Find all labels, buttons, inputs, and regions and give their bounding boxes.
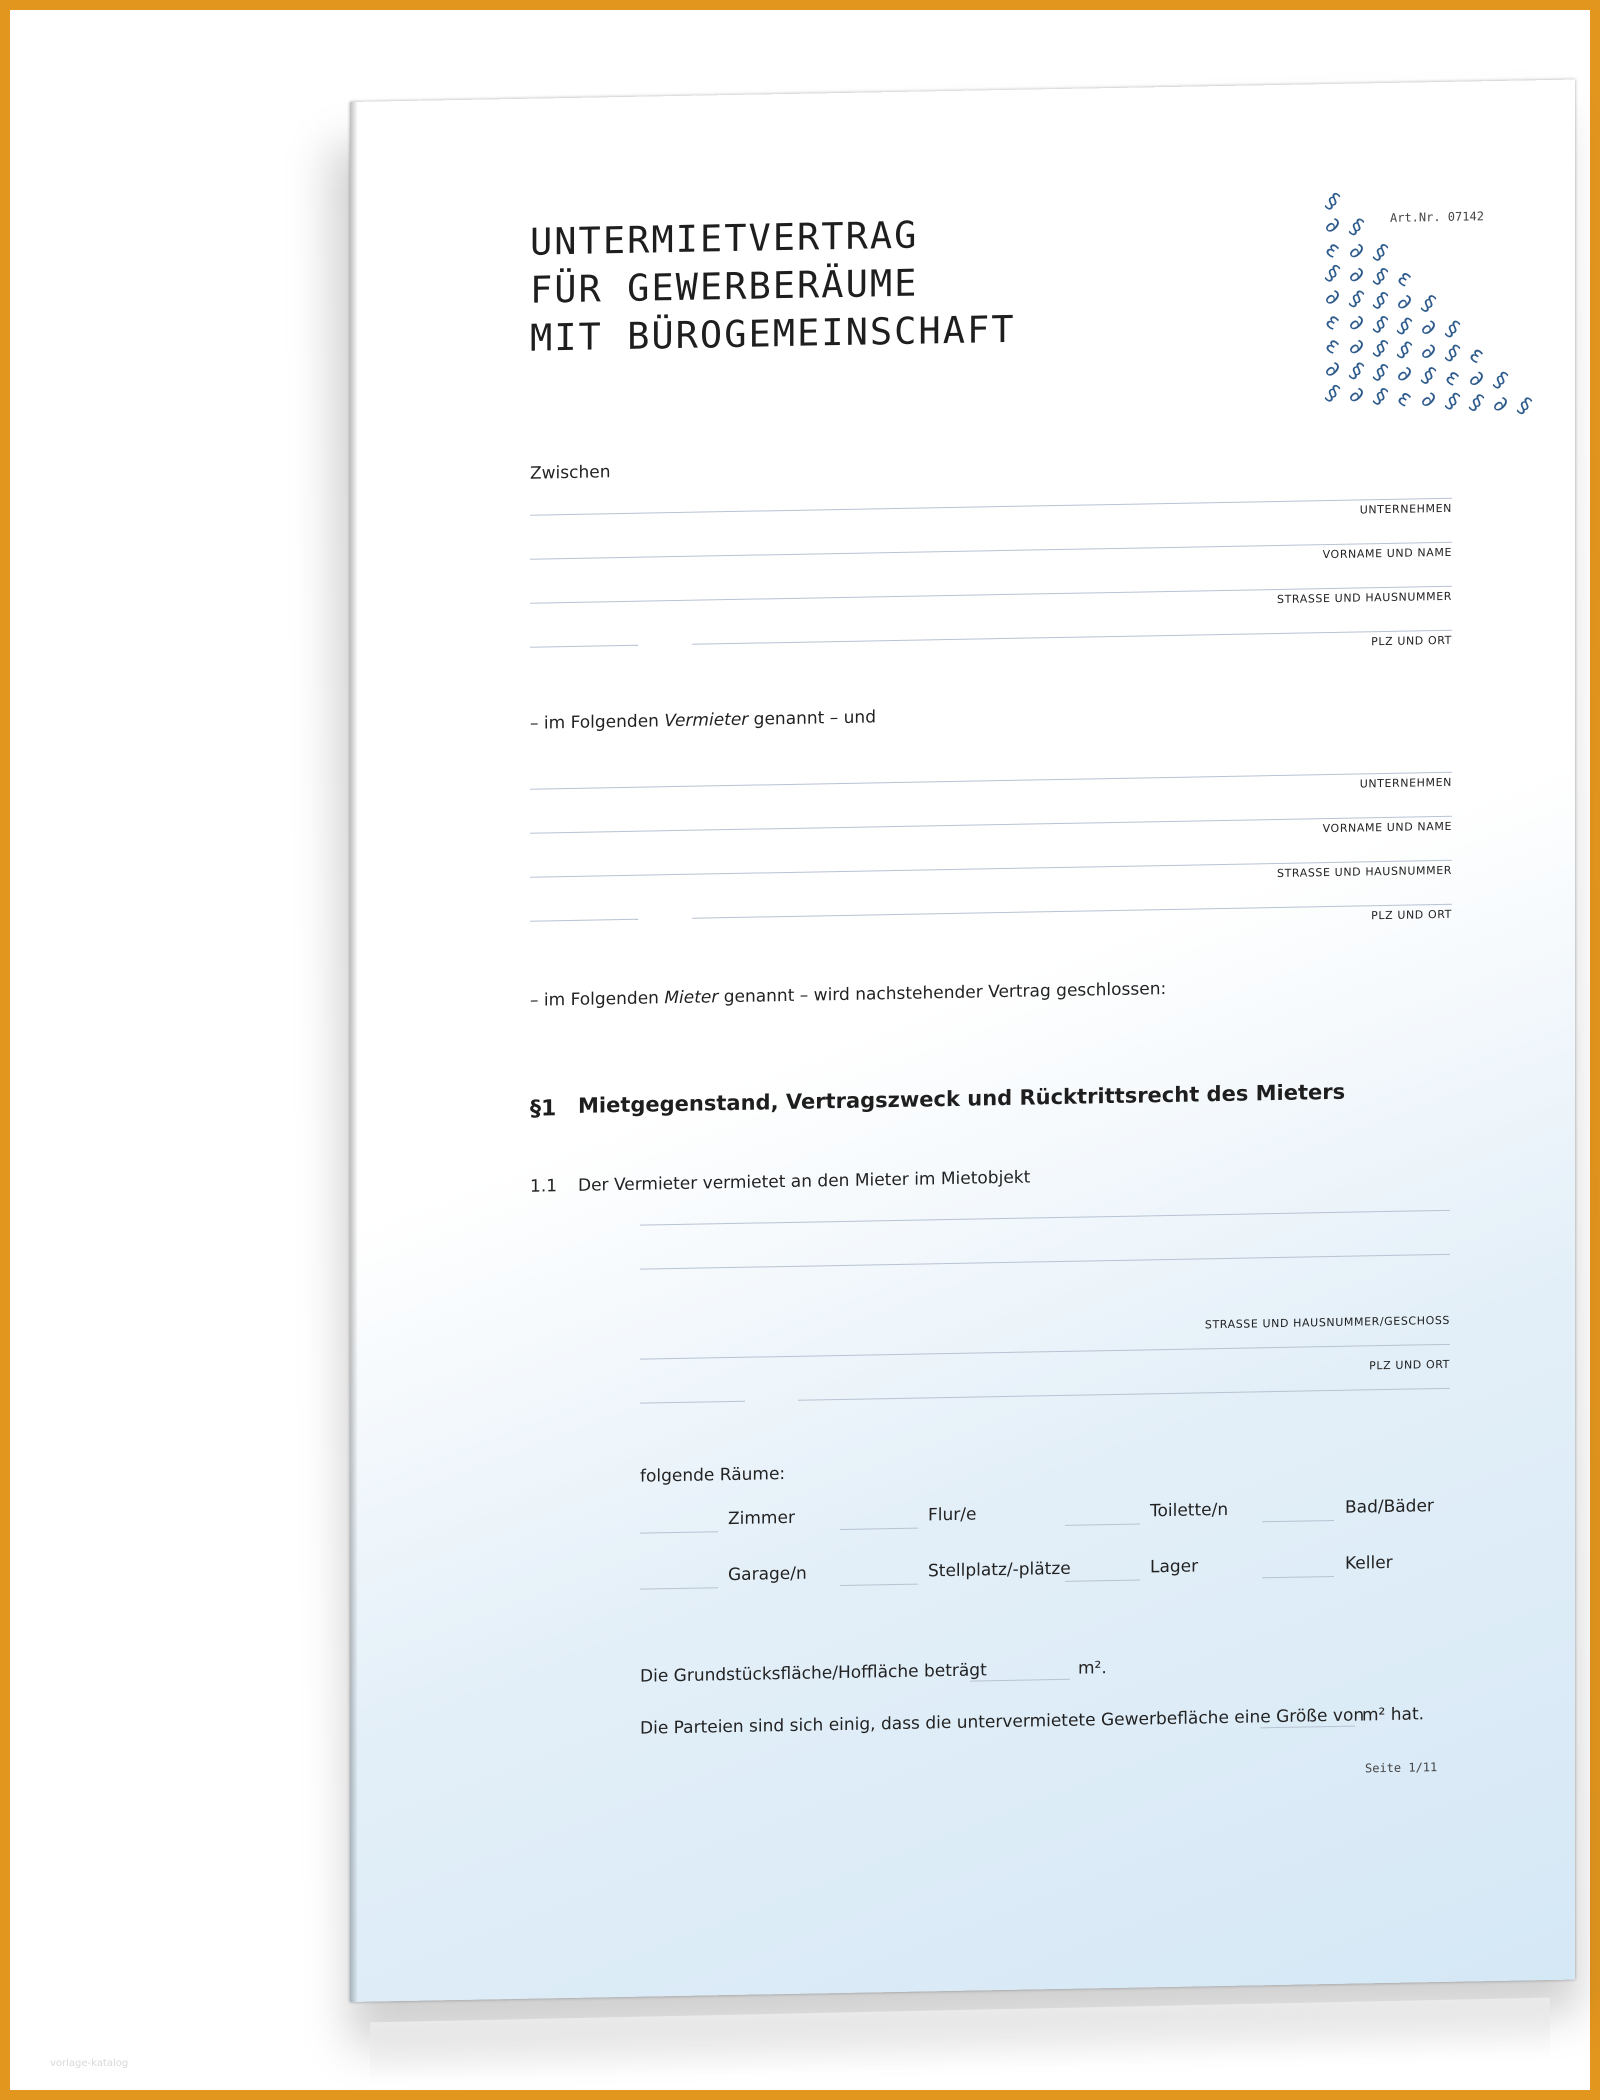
tenant-phrase bbox=[530, 979, 1166, 1011]
between-label: Zwischen bbox=[530, 462, 611, 484]
watermark-glyph: § bbox=[1320, 188, 1344, 216]
watermark-glyph: § bbox=[1440, 388, 1464, 416]
size-sentence-unit: m² hat. bbox=[1362, 1704, 1425, 1726]
watermark-glyph: ε bbox=[1320, 308, 1345, 336]
watermark-glyph: ∂ bbox=[1344, 261, 1369, 290]
tenant-phrase-post: genannt – wird nachstehender Vertrag geschlossen: bbox=[718, 979, 1167, 1008]
watermark-glyph: ∂ bbox=[1344, 381, 1369, 410]
watermark-glyph: ∂ bbox=[1464, 365, 1489, 393]
title-line-1: UNTERMIETVERTRAG bbox=[530, 213, 919, 264]
watermark-glyph: § bbox=[1320, 380, 1344, 408]
watermark-glyph: ∂ bbox=[1392, 289, 1417, 317]
room-bad-field[interactable] bbox=[1262, 1520, 1334, 1522]
object-street-line[interactable] bbox=[640, 1344, 1450, 1360]
object-city-label: PLZ UND ORT bbox=[1369, 1357, 1450, 1373]
tenant-name-line[interactable] bbox=[530, 816, 1452, 834]
room-flur-label: Flur/e bbox=[928, 1504, 977, 1526]
object-zip-line[interactable] bbox=[640, 1401, 745, 1404]
watermark-glyph: § bbox=[1416, 362, 1440, 390]
watermark-glyph: § bbox=[1368, 263, 1392, 291]
watermark-glyph: § bbox=[1344, 357, 1368, 385]
watermark-glyph: ∂ bbox=[1320, 284, 1345, 312]
document-page bbox=[350, 80, 1575, 2002]
object-line-1[interactable] bbox=[640, 1210, 1450, 1226]
watermark-glyph: § bbox=[1368, 311, 1392, 339]
watermark-glyph: ε bbox=[1440, 364, 1465, 392]
watermark-glyph: § bbox=[1488, 367, 1512, 395]
tenant-role: Mieter bbox=[664, 987, 719, 1009]
landlord-company-label: UNTERNEHMEN bbox=[1359, 501, 1452, 517]
watermark-glyph: ∂ bbox=[1320, 212, 1345, 240]
section-1-title: Mietgegenstand, Vertragszweck und Rücktrittsrecht des Mieters bbox=[578, 1079, 1346, 1118]
room-garage-label: Garage/n bbox=[728, 1563, 807, 1586]
rooms-intro: folgende Räume: bbox=[640, 1464, 786, 1487]
landlord-name-label: VORNAME UND NAME bbox=[1322, 545, 1452, 562]
landlord-name-line[interactable] bbox=[530, 542, 1452, 560]
size-sentence-text: Die Parteien sind sich einig, dass die untervermietete Gewerbefläche eine Größe von bbox=[640, 1705, 1365, 1739]
landlord-company-line[interactable] bbox=[530, 498, 1452, 516]
tenant-city-line[interactable] bbox=[692, 904, 1452, 919]
watermark-glyph: ∂ bbox=[1392, 361, 1417, 389]
tenant-city-label: PLZ UND ORT bbox=[1371, 907, 1452, 923]
tenant-street-label: STRASSE UND HAUSNUMMER bbox=[1277, 863, 1452, 881]
room-lager-field[interactable] bbox=[1065, 1580, 1140, 1582]
room-flur-field[interactable] bbox=[840, 1528, 918, 1530]
watermark-glyph: § bbox=[1512, 392, 1536, 420]
landlord-role: Vermieter bbox=[664, 709, 749, 732]
watermark-glyph: ∂ bbox=[1344, 333, 1369, 362]
watermark-glyph: ε bbox=[1320, 236, 1345, 264]
landlord-phrase bbox=[530, 707, 876, 733]
page-number: Seite 1/11 bbox=[1365, 1760, 1438, 1776]
room-lager-label: Lager bbox=[1150, 1556, 1199, 1578]
watermark-glyph: § bbox=[1392, 337, 1416, 364]
room-garage-field[interactable] bbox=[640, 1587, 718, 1589]
watermark-glyph: § bbox=[1368, 239, 1392, 267]
watermark-glyph: ∂ bbox=[1344, 309, 1369, 338]
title-line-3: MIT BÜROGEMEINSCHAFT bbox=[530, 307, 1016, 360]
tenant-company-line[interactable] bbox=[530, 772, 1452, 790]
tenant-name-label: VORNAME UND NAME bbox=[1322, 819, 1452, 836]
watermark-glyph: § bbox=[1416, 290, 1440, 318]
landlord-city-label: PLZ UND ORT bbox=[1371, 633, 1452, 649]
watermark-glyph: § bbox=[1368, 359, 1392, 387]
watermark-glyph: ε bbox=[1392, 385, 1417, 413]
watermark-glyph: § bbox=[1368, 383, 1392, 411]
room-zimmer-label: Zimmer bbox=[728, 1507, 795, 1530]
clause-1-1-text: Der Vermieter vermietet an den Mieter im Mietobjekt bbox=[578, 1167, 1031, 1196]
room-bad-label: Bad/Bäder bbox=[1345, 1496, 1434, 1518]
area-sentence-text: Die Grundstücksfläche/Hoffläche beträgt bbox=[640, 1660, 987, 1687]
area-sentence-unit: m². bbox=[1078, 1658, 1107, 1679]
watermark-glyph: ∂ bbox=[1416, 338, 1441, 366]
object-line-2[interactable] bbox=[640, 1254, 1450, 1270]
watermark-glyph: ε bbox=[1464, 341, 1489, 370]
watermark-glyph: ∂ bbox=[1488, 391, 1513, 419]
article-number: Art.Nr. 07142 bbox=[1390, 209, 1484, 225]
clause-1-1-number: 1.1 bbox=[530, 1176, 558, 1197]
room-toilette-label: Toilette/n bbox=[1150, 1499, 1229, 1522]
room-toilette-field[interactable] bbox=[1065, 1524, 1140, 1526]
watermark-glyph: § bbox=[1464, 389, 1488, 417]
document-title bbox=[530, 210, 1016, 363]
watermark-glyph: § bbox=[1368, 335, 1392, 363]
watermark-glyph: ∂ bbox=[1416, 386, 1441, 414]
landlord-zip-line[interactable] bbox=[530, 645, 638, 648]
watermark-glyph: § bbox=[1392, 313, 1416, 340]
watermark-glyph: § bbox=[1344, 213, 1368, 241]
title-line-2: FÜR GEWERBERÄUME bbox=[530, 261, 919, 312]
room-zimmer-field[interactable] bbox=[640, 1531, 718, 1533]
tenant-phrase-pre: – im Folgenden bbox=[530, 988, 665, 1011]
landlord-phrase-pre: – im Folgenden bbox=[530, 711, 665, 734]
watermark-glyph: ε bbox=[1320, 332, 1345, 360]
tenant-company-label: UNTERNEHMEN bbox=[1359, 775, 1452, 791]
paragraph-symbol-watermark-icon bbox=[1310, 170, 1536, 420]
landlord-phrase-post: genannt – und bbox=[748, 707, 876, 730]
watermark-glyph: ε bbox=[1392, 265, 1417, 293]
watermark-glyph: § bbox=[1344, 285, 1368, 313]
object-city-line[interactable] bbox=[798, 1388, 1450, 1401]
watermark-glyph: § bbox=[1368, 287, 1392, 315]
watermark-glyph: ∂ bbox=[1416, 314, 1441, 342]
watermark-glyph: § bbox=[1440, 340, 1464, 368]
section-1-number: §1 bbox=[530, 1096, 557, 1122]
room-keller-label: Keller bbox=[1345, 1552, 1393, 1574]
footer-watermark: vorlage-katalog bbox=[50, 2058, 129, 2069]
room-stellplatz-label: Stellplatz/-plätze bbox=[928, 1558, 1071, 1582]
watermark-glyph: ∂ bbox=[1320, 356, 1345, 384]
tenant-zip-line[interactable] bbox=[530, 919, 638, 922]
room-stellplatz-field[interactable] bbox=[840, 1584, 918, 1586]
watermark-glyph: § bbox=[1440, 316, 1464, 344]
object-street-label: STRASSE UND HAUSNUMMER/GESCHOSS bbox=[1204, 1313, 1450, 1332]
watermark-glyph: ∂ bbox=[1344, 237, 1369, 266]
landlord-street-label: STRASSE UND HAUSNUMMER bbox=[1277, 589, 1452, 607]
landlord-city-line[interactable] bbox=[692, 630, 1452, 645]
watermark-glyph: § bbox=[1320, 260, 1344, 288]
room-keller-field[interactable] bbox=[1262, 1576, 1334, 1578]
